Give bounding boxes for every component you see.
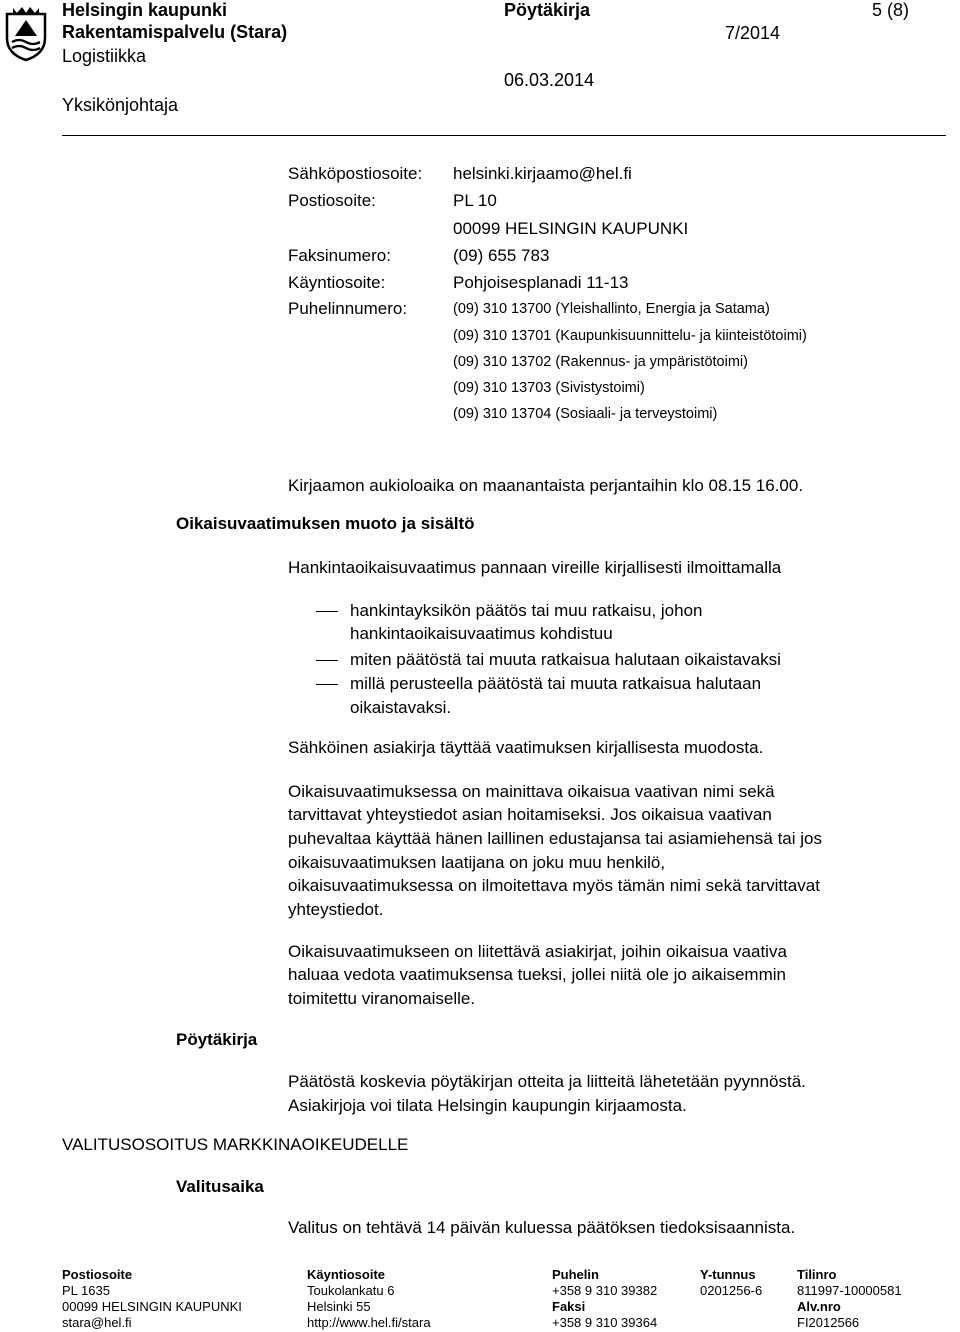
org-name: Helsingin kaupunki	[62, 0, 228, 20]
role-name: Yksikönjohtaja	[62, 95, 179, 115]
footer-value: +358 9 310 39364	[552, 1315, 658, 1330]
appeal-heading: Valitusaika	[176, 1177, 264, 1196]
phone-label: Puhelinnumero:	[288, 299, 408, 318]
appeal-text: Valitus on tehtävä 14 päivän kuluessa päätöksen tiedoksisaannista.	[288, 1218, 796, 1237]
bullet-dash	[316, 660, 338, 661]
office-hours: Kirjaamon aukioloaika on maanantaista perjantaihin klo 08.15 16.00.	[288, 476, 804, 495]
email-value[interactable]: helsinki.kirjaamo@hel.fi	[453, 164, 632, 183]
phone-line: (09) 310 13701 (Kaupunkisuunnittelu- ja kiinteistötoimi)	[453, 328, 807, 344]
paragraph-line: Oikaisuvaatimuksessa on mainittava oikaisua vaativan nimi sekä	[288, 782, 775, 801]
footer-value: 0201256-6	[700, 1283, 763, 1298]
minutes-line: Asiakirjoja voi tilata Helsingin kaupungin kirjaamosta.	[288, 1096, 687, 1115]
phone-line: (09) 310 13702 (Rakennus- ja ympäristötoimi)	[453, 354, 748, 370]
email-label: Sähköpostiosoite:	[288, 164, 423, 183]
footer-value: 811997-10000581	[797, 1283, 902, 1298]
paragraph-line: oikaisuvaatimuksen laatijana on joku muu henkilö,	[288, 853, 666, 872]
bullet-text: oikaistavaksi.	[350, 698, 452, 717]
section-heading-minutes: Pöytäkirja	[176, 1030, 258, 1049]
footer-label: Alv.nro	[797, 1299, 841, 1314]
post-label: Postiosoite:	[288, 191, 376, 210]
paragraph-line: yhteystiedot.	[288, 900, 384, 919]
bullet-dash	[316, 611, 338, 612]
footer-label: Y-tunnus	[700, 1267, 756, 1282]
bullet-dash	[316, 684, 338, 685]
post-line-1: PL 10	[453, 191, 497, 210]
footer-value: +358 9 310 39382	[552, 1283, 658, 1298]
phone-line: (09) 310 13700 (Yleishallinto, Energia ja Satama)	[453, 301, 770, 317]
page-number: 5 (8)	[872, 0, 910, 20]
footer-label: Tilinro	[797, 1267, 837, 1282]
footer-value: 00099 HELSINGIN KAUPUNKI	[62, 1299, 242, 1314]
footer-value: PL 1635	[62, 1283, 110, 1298]
unit-name: Logistiikka	[62, 46, 147, 66]
paragraph-line: haluaa vedota vaatimuksensa tueksi, jollei niitä ole jo aikaisemmin	[288, 965, 786, 984]
phone-line: (09) 310 13703 (Sivistystoimi)	[453, 380, 645, 396]
post-line-2: 00099 HELSINGIN KAUPUNKI	[453, 219, 689, 238]
visit-label: Käyntiosoite:	[288, 273, 386, 292]
minutes-line: Päätöstä koskevia pöytäkirjan otteita ja liitteitä lähetetään pyynnöstä.	[288, 1072, 806, 1091]
paragraph-line: tarvittavat yhteystiedot asian hoitamiseksi. Jos oikaisua vaativan	[288, 805, 772, 824]
footer-value: FI2012566	[797, 1315, 860, 1330]
fax-value: (09) 655 783	[453, 246, 550, 265]
footer-web-link[interactable]: http://www.hel.fi/stara	[307, 1315, 431, 1330]
bullet-text: hankintayksikön päätös tai muu ratkaisu, johon	[350, 601, 703, 620]
section-intro: Hankintaoikaisuvaatimus pannaan vireille kirjallisesti ilmoittamalla	[288, 558, 782, 577]
footer-label: Puhelin	[552, 1267, 599, 1282]
department-name: Rakentamispalvelu (Stara)	[62, 22, 288, 42]
section-heading-form: Oikaisuvaatimuksen muoto ja sisältö	[176, 514, 475, 533]
paragraph-line: puhevaltaa käyttää hänen laillinen edustajansa tai asiamiehensä tai jos	[288, 829, 822, 848]
footer-value: Helsinki 55	[307, 1299, 371, 1314]
paragraph-line: toimitettu viranomaiselle.	[288, 989, 476, 1008]
appeal-title: VALITUSOSOITUS MARKKINAOIKEUDELLE	[62, 1135, 409, 1154]
helsinki-coat-of-arms-icon	[4, 4, 48, 62]
document-date: 06.03.2014	[504, 70, 595, 90]
bullet-text: hankintaoikaisuvaatimus kohdistuu	[350, 624, 613, 643]
document-type: Pöytäkirja	[504, 0, 591, 20]
paragraph-electronic: Sähköinen asiakirja täyttää vaatimuksen kirjallisesta muodosta.	[288, 738, 764, 757]
footer-label: Käyntiosoite	[307, 1267, 386, 1282]
bullet-text: miten päätöstä tai muuta ratkaisua halutaan oikaistavaksi	[350, 650, 781, 669]
footer-label: Faksi	[552, 1299, 586, 1314]
header-rule	[62, 135, 946, 136]
fax-label: Faksinumero:	[288, 246, 391, 265]
paragraph-line: oikaisuvaatimuksessa on ilmoitettava myös tämän nimi sekä tarvittavat	[288, 876, 820, 895]
phone-line: (09) 310 13704 (Sosiaali- ja terveystoimi)	[453, 406, 718, 422]
footer-email-link[interactable]: stara@hel.fi	[62, 1315, 132, 1330]
document-number: 7/2014	[725, 23, 781, 43]
visit-value: Pohjoisesplanadi 11-13	[453, 273, 629, 292]
paragraph-line: Oikaisuvaatimukseen on liitettävä asiakirjat, joihin oikaisua vaativa	[288, 942, 787, 961]
footer-label: Postiosoite	[62, 1267, 133, 1282]
bullet-text: millä perusteella päätöstä tai muuta ratkaisua halutaan	[350, 674, 762, 693]
footer-value: Toukolankatu 6	[307, 1283, 395, 1298]
